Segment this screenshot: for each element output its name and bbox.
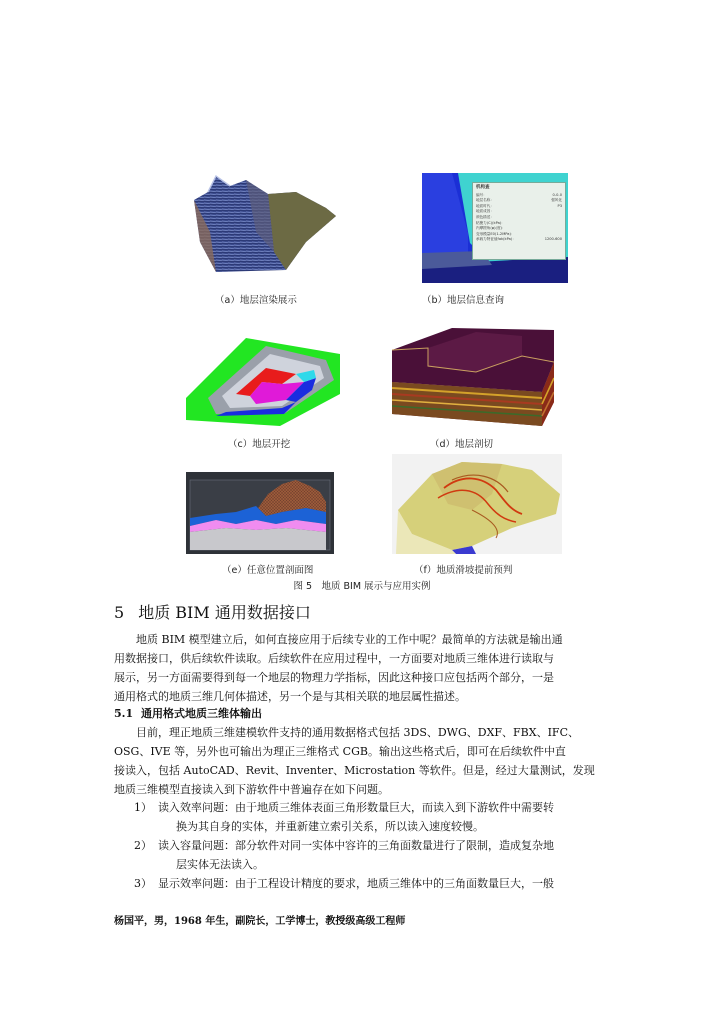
figure-c-caption: （c）地层开挖: [228, 439, 291, 450]
subsection-title: 通用格式地质三维体输出: [140, 707, 262, 720]
figure-main-caption: 图 5 地质 BIM 展示与应用实例: [293, 581, 431, 592]
list-text-cont: 换为其自身的实体，并重新建立索引关系，所以读入速度较慢。: [176, 820, 484, 833]
subsection-number: 5.1: [114, 707, 134, 720]
figure-b-caption: （b）地层信息查询: [422, 295, 505, 306]
section-heading: [114, 600, 311, 623]
info-query-panel: [472, 182, 566, 260]
info-row: 粘聚力(C)(kPa)：: [476, 220, 505, 225]
intro-paragraph: [114, 630, 610, 706]
info-row: 地质成因：: [476, 209, 494, 214]
info-row: 承载力特征值fak(kPa)： 1200-600: [476, 237, 562, 242]
list-number: 3）: [134, 877, 152, 890]
section-number: 5: [114, 603, 125, 622]
text-line: 通用格式的地质三维几何体描述，另一个是与其相关联的地层属性描述。: [114, 690, 466, 703]
figure-f-caption: （f）地质滑坡提前预判: [414, 565, 513, 576]
figure-e-image: [186, 472, 334, 554]
info-row: 内摩擦角(φ)(度)：: [476, 226, 506, 231]
info-row: 地层名称： 强风化: [476, 198, 562, 203]
text-line: 地质三维模型直接读入到下游软件中普遍存在如下问题。: [114, 783, 389, 796]
list-text: 读入容量问题：部分软件对同一实体中容许的三角面数量进行了限制，造成复杂地: [158, 839, 554, 852]
info-panel-title: 机构查: [476, 185, 490, 190]
figure-a-image: [186, 172, 336, 276]
list-text-cont: 层实体无法读入。: [176, 858, 264, 871]
figure-c-image: [186, 324, 340, 426]
text-line: 接读入，包括 AutoCAD、Revit、Inventer、Microstation 等软件。但是，经过大量测试，发现: [114, 764, 595, 777]
list-number: 1）: [134, 801, 152, 814]
author-footnote: 杨国平，男，1968 年生，副院长，工学博士，教授级高级工程师: [114, 916, 406, 927]
text-line: 目前，理正地质三维建模软件支持的通用数据格式包括 3DS、DWG、DXF、FBX、IFC、: [136, 726, 579, 739]
text-line: 用数据接口，供后续软件读取。后续软件在应用过程中，一方面要对地质三维体进行读取与: [114, 652, 554, 665]
text-line: 地质 BIM 模型建立后，如何直接应用于后续专业的工作中呢？最简单的方法就是输出通: [136, 633, 563, 646]
figure-f-image: [392, 454, 562, 554]
list-text: 读入效率问题：由于地质三维体表面三角形数量巨大，而读入到下游软件中需要转: [158, 801, 554, 814]
text-line: 展示，另一方面需要得到每一个地层的物理力学指标，因此这种接口应包括两个部分，一是: [114, 671, 554, 684]
body-paragraph: [114, 723, 610, 799]
info-row: 编号： 0-0-0: [476, 192, 562, 197]
info-row: 变形模量E0(1-2MPa)：: [476, 231, 515, 236]
info-row: 地质时代： P3: [476, 203, 562, 208]
list-text: 显示效率问题：由于工程设计精度的要求，地质三维体中的三角面数量巨大，一般: [158, 877, 554, 890]
list-number: 2）: [134, 839, 152, 852]
info-row: 颜色描述：: [476, 214, 494, 219]
figure-d-image: [392, 322, 554, 426]
figure-d-caption: （d）地层剖切: [430, 439, 494, 450]
figure-e-caption: （e）任意位置剖面图: [222, 565, 314, 576]
text-line: OSG、IVE 等，另外也可输出为理正三维格式 CGB。输出这些格式后，即可在后续软件中直: [114, 745, 566, 758]
section-title: 地质 BIM 通用数据接口: [138, 603, 311, 622]
subsection-heading: [114, 705, 262, 721]
figure-a-caption: （a）地层渲染展示: [215, 295, 297, 306]
